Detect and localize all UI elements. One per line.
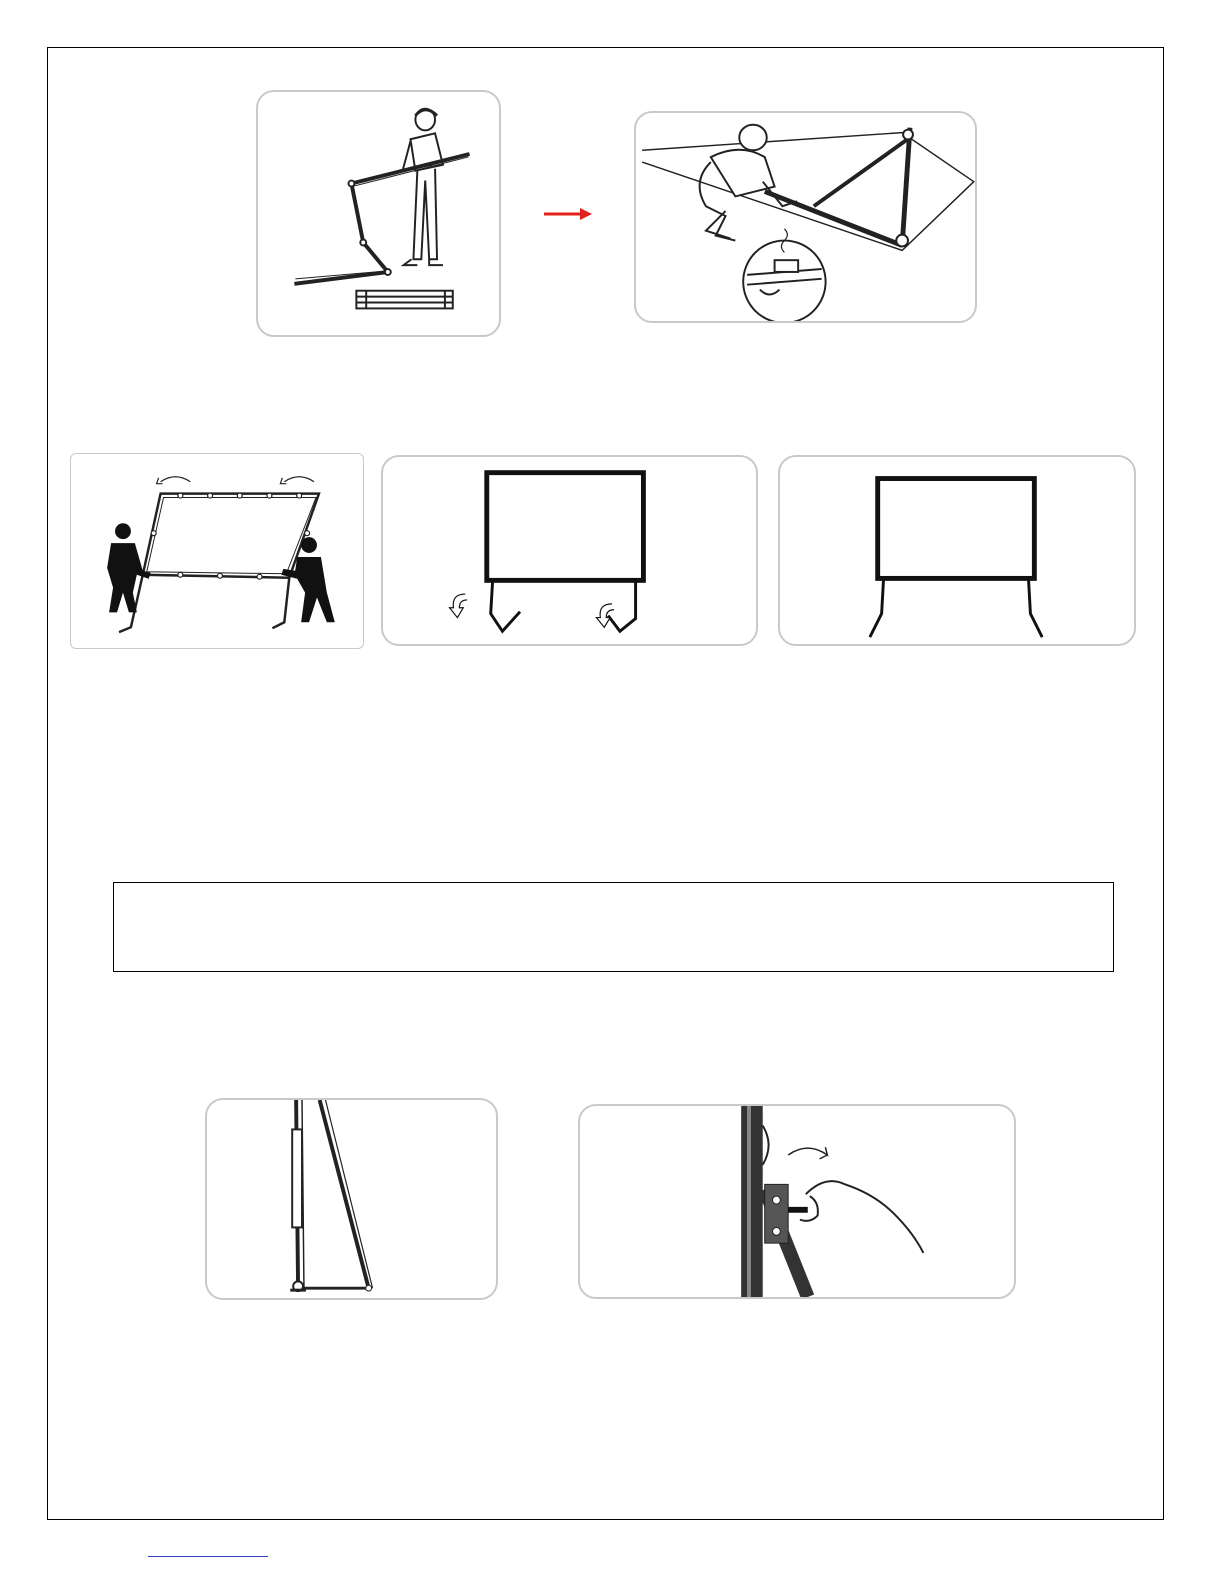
- screen-standing-icon: [780, 457, 1134, 644]
- note-text: [114, 883, 1113, 903]
- hand-tightening-knob-icon: [580, 1106, 1014, 1297]
- person-unfolding-frame-icon: [258, 92, 499, 335]
- figure-person-unfolding-frame: [256, 90, 501, 337]
- figure-hand-tightening-knob: [578, 1104, 1016, 1299]
- figure-two-people-lifting-frame: [70, 453, 364, 649]
- figure-leg-brace-side-view: [205, 1098, 498, 1300]
- two-people-lifting-frame-icon: [71, 454, 363, 648]
- figure-screen-standing: [778, 455, 1136, 646]
- note-box: [113, 882, 1114, 972]
- page-border: [47, 47, 1164, 1520]
- folding-legs-out-icon: [383, 457, 756, 644]
- figure-folding-legs-out: [381, 455, 758, 646]
- figure-person-connecting-frame-corner: [634, 111, 977, 323]
- footer-link[interactable]: [148, 1556, 268, 1557]
- arrow-right-icon: [544, 204, 592, 224]
- leg-brace-side-view-icon: [207, 1100, 496, 1298]
- person-connecting-frame-corner-icon: [636, 113, 975, 321]
